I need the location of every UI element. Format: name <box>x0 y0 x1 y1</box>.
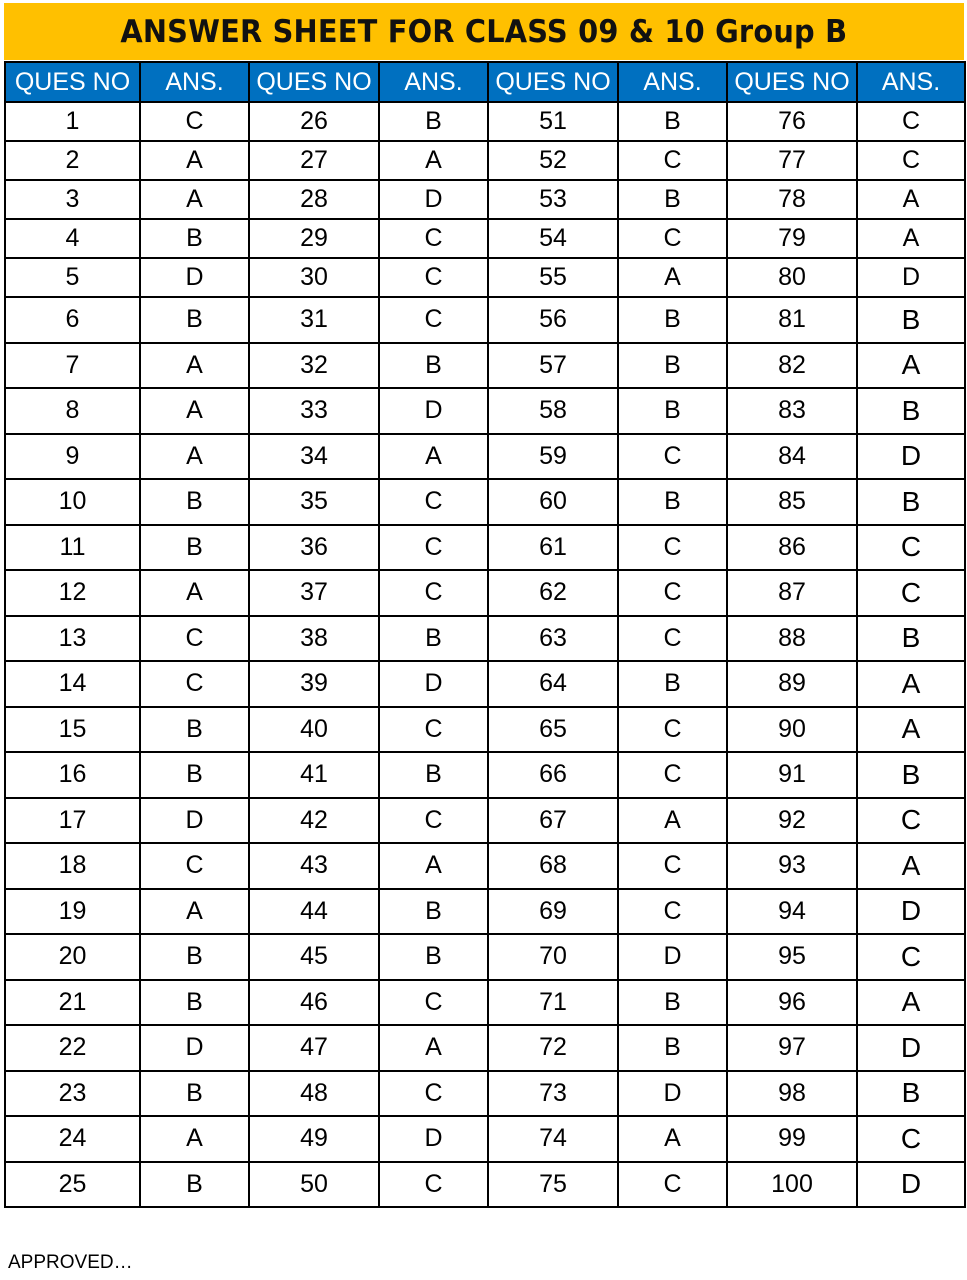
answer-cell: C <box>140 616 249 662</box>
header-row <box>5 62 965 102</box>
question-number-cell: 11 <box>5 525 140 571</box>
answer-cell: C <box>379 479 488 525</box>
question-number-cell: 27 <box>249 141 379 180</box>
question-number-cell: 4 <box>5 219 140 258</box>
answer-cell: C <box>857 570 965 616</box>
answer-cell: A <box>857 343 965 389</box>
answer-cell: B <box>618 1025 727 1071</box>
question-number-cell: 12 <box>5 570 140 616</box>
question-number-cell: 69 <box>488 889 618 935</box>
answer-cell: C <box>140 843 249 889</box>
answer-cell: B <box>379 889 488 935</box>
question-number-cell: 61 <box>488 525 618 571</box>
table-row <box>5 388 965 434</box>
question-number-cell: 76 <box>727 102 857 141</box>
question-number-cell: 9 <box>5 434 140 480</box>
answer-cell: A <box>618 1116 727 1162</box>
answer-cell: D <box>857 434 965 480</box>
table-row <box>5 1162 965 1208</box>
question-number-cell: 24 <box>5 1116 140 1162</box>
question-number-cell: 56 <box>488 297 618 343</box>
column-header-ans: ANS. <box>140 62 249 102</box>
answer-cell: C <box>618 707 727 753</box>
question-number-cell: 59 <box>488 434 618 480</box>
question-number-cell: 70 <box>488 934 618 980</box>
question-number-cell: 75 <box>488 1162 618 1208</box>
answer-cell: C <box>857 102 965 141</box>
answer-cell: C <box>857 934 965 980</box>
question-number-cell: 97 <box>727 1025 857 1071</box>
question-number-cell: 28 <box>249 180 379 219</box>
table-row <box>5 1025 965 1071</box>
answer-cell: B <box>857 297 965 343</box>
answer-cell: D <box>140 258 249 297</box>
question-number-cell: 84 <box>727 434 857 480</box>
question-number-cell: 1 <box>5 102 140 141</box>
question-number-cell: 5 <box>5 258 140 297</box>
answer-cell: C <box>379 1071 488 1117</box>
question-number-cell: 23 <box>5 1071 140 1117</box>
answer-cell: B <box>379 616 488 662</box>
answer-cell: C <box>140 102 249 141</box>
table-row <box>5 479 965 525</box>
question-number-cell: 73 <box>488 1071 618 1117</box>
page-title: ANSWER SHEET FOR CLASS 09 & 10 Group B <box>120 13 848 50</box>
table-row <box>5 934 965 980</box>
answer-cell: C <box>618 141 727 180</box>
question-number-cell: 14 <box>5 661 140 707</box>
question-number-cell: 30 <box>249 258 379 297</box>
table-row <box>5 570 965 616</box>
answer-cell: B <box>140 934 249 980</box>
answer-cell: D <box>857 1162 965 1208</box>
answer-cell: C <box>379 297 488 343</box>
question-number-cell: 17 <box>5 798 140 844</box>
question-number-cell: 74 <box>488 1116 618 1162</box>
question-number-cell: 22 <box>5 1025 140 1071</box>
question-number-cell: 40 <box>249 707 379 753</box>
question-number-cell: 62 <box>488 570 618 616</box>
answer-cell: D <box>857 1025 965 1071</box>
answer-cell: B <box>140 1162 249 1208</box>
answer-cell: D <box>857 258 965 297</box>
answer-cell: C <box>618 889 727 935</box>
question-number-cell: 3 <box>5 180 140 219</box>
answer-cell: B <box>379 102 488 141</box>
question-number-cell: 44 <box>249 889 379 935</box>
question-number-cell: 35 <box>249 479 379 525</box>
answer-cell: A <box>140 1116 249 1162</box>
table-row <box>5 297 965 343</box>
answer-cell: B <box>618 180 727 219</box>
question-number-cell: 95 <box>727 934 857 980</box>
answer-cell: D <box>379 180 488 219</box>
answer-cell: B <box>857 388 965 434</box>
answer-cell: B <box>618 343 727 389</box>
column-header-ques-no: QUES NO <box>249 62 379 102</box>
question-number-cell: 87 <box>727 570 857 616</box>
question-number-cell: 93 <box>727 843 857 889</box>
question-number-cell: 94 <box>727 889 857 935</box>
answer-cell: A <box>857 661 965 707</box>
question-number-cell: 8 <box>5 388 140 434</box>
table-row <box>5 258 965 297</box>
question-number-cell: 47 <box>249 1025 379 1071</box>
title-bar <box>4 3 964 60</box>
answer-cell: B <box>140 479 249 525</box>
question-number-cell: 18 <box>5 843 140 889</box>
question-number-cell: 29 <box>249 219 379 258</box>
question-number-cell: 60 <box>488 479 618 525</box>
answer-cell: C <box>379 258 488 297</box>
question-number-cell: 32 <box>249 343 379 389</box>
answer-cell: C <box>618 843 727 889</box>
column-header-ques-no: QUES NO <box>5 62 140 102</box>
answer-cell: C <box>857 525 965 571</box>
answer-cell: C <box>618 434 727 480</box>
question-number-cell: 99 <box>727 1116 857 1162</box>
table-row <box>5 661 965 707</box>
question-number-cell: 34 <box>249 434 379 480</box>
answer-cell: B <box>379 752 488 798</box>
table-row <box>5 219 965 258</box>
question-number-cell: 45 <box>249 934 379 980</box>
answer-cell: D <box>857 889 965 935</box>
table-row <box>5 616 965 662</box>
answer-cell: C <box>379 798 488 844</box>
question-number-cell: 83 <box>727 388 857 434</box>
question-number-cell: 25 <box>5 1162 140 1208</box>
question-number-cell: 48 <box>249 1071 379 1117</box>
column-header-ans: ANS. <box>857 62 965 102</box>
table-row <box>5 752 965 798</box>
answer-cell: B <box>857 752 965 798</box>
question-number-cell: 71 <box>488 980 618 1026</box>
question-number-cell: 53 <box>488 180 618 219</box>
answer-cell: B <box>140 297 249 343</box>
question-number-cell: 92 <box>727 798 857 844</box>
question-number-cell: 19 <box>5 889 140 935</box>
answer-cell: A <box>379 843 488 889</box>
answer-cell: B <box>857 616 965 662</box>
question-number-cell: 65 <box>488 707 618 753</box>
question-number-cell: 21 <box>5 980 140 1026</box>
answer-cell: C <box>618 525 727 571</box>
question-number-cell: 36 <box>249 525 379 571</box>
answer-cell: B <box>379 343 488 389</box>
column-header-ans: ANS. <box>618 62 727 102</box>
question-number-cell: 90 <box>727 707 857 753</box>
question-number-cell: 96 <box>727 980 857 1026</box>
answer-cell: A <box>857 843 965 889</box>
answer-cell: A <box>618 798 727 844</box>
answer-cell: A <box>618 258 727 297</box>
question-number-cell: 68 <box>488 843 618 889</box>
answer-cell: A <box>379 141 488 180</box>
answer-cell: A <box>140 570 249 616</box>
question-number-cell: 6 <box>5 297 140 343</box>
answer-cell: B <box>140 707 249 753</box>
question-number-cell: 2 <box>5 141 140 180</box>
question-number-cell: 88 <box>727 616 857 662</box>
question-number-cell: 31 <box>249 297 379 343</box>
question-number-cell: 77 <box>727 141 857 180</box>
answer-cell: A <box>379 434 488 480</box>
answer-cell: C <box>379 570 488 616</box>
table-row <box>5 707 965 753</box>
question-number-cell: 52 <box>488 141 618 180</box>
answer-cell: A <box>140 141 249 180</box>
answer-cell: C <box>618 1162 727 1208</box>
question-number-cell: 54 <box>488 219 618 258</box>
question-number-cell: 80 <box>727 258 857 297</box>
question-number-cell: 91 <box>727 752 857 798</box>
question-number-cell: 26 <box>249 102 379 141</box>
answer-cell: B <box>379 934 488 980</box>
question-number-cell: 63 <box>488 616 618 662</box>
answer-cell: B <box>618 388 727 434</box>
answer-cell: B <box>857 479 965 525</box>
question-number-cell: 39 <box>249 661 379 707</box>
answer-cell: D <box>379 661 488 707</box>
table-row <box>5 180 965 219</box>
question-number-cell: 20 <box>5 934 140 980</box>
answer-cell: A <box>857 707 965 753</box>
answer-cell: B <box>140 525 249 571</box>
table-row <box>5 889 965 935</box>
answer-cell: D <box>140 1025 249 1071</box>
answer-cell: C <box>857 141 965 180</box>
answer-cell: A <box>140 889 249 935</box>
answer-cell: C <box>618 616 727 662</box>
answer-cell: C <box>618 752 727 798</box>
approved-note: APPROVED… <box>8 1252 133 1273</box>
table-row <box>5 843 965 889</box>
answer-table <box>4 61 966 1208</box>
answer-cell: C <box>857 798 965 844</box>
answer-cell: A <box>857 980 965 1026</box>
question-number-cell: 16 <box>5 752 140 798</box>
question-number-cell: 100 <box>727 1162 857 1208</box>
table-row <box>5 1071 965 1117</box>
answer-cell: B <box>618 102 727 141</box>
question-number-cell: 58 <box>488 388 618 434</box>
table-row <box>5 1116 965 1162</box>
answer-cell: A <box>140 388 249 434</box>
question-number-cell: 98 <box>727 1071 857 1117</box>
answer-cell: B <box>618 297 727 343</box>
answer-cell: A <box>857 219 965 258</box>
answer-cell: B <box>618 479 727 525</box>
answer-cell: D <box>140 798 249 844</box>
question-number-cell: 81 <box>727 297 857 343</box>
question-number-cell: 66 <box>488 752 618 798</box>
table-row <box>5 525 965 571</box>
question-number-cell: 13 <box>5 616 140 662</box>
question-number-cell: 37 <box>249 570 379 616</box>
question-number-cell: 57 <box>488 343 618 389</box>
answer-cell: C <box>379 707 488 753</box>
table-row <box>5 141 965 180</box>
question-number-cell: 85 <box>727 479 857 525</box>
question-number-cell: 42 <box>249 798 379 844</box>
answer-cell: C <box>379 1162 488 1208</box>
answer-cell: C <box>140 661 249 707</box>
answer-cell: B <box>140 752 249 798</box>
answer-cell: D <box>618 934 727 980</box>
table-row <box>5 434 965 480</box>
question-number-cell: 46 <box>249 980 379 1026</box>
question-number-cell: 38 <box>249 616 379 662</box>
table-row <box>5 980 965 1026</box>
answer-cell: D <box>618 1071 727 1117</box>
answer-cell: C <box>379 525 488 571</box>
question-number-cell: 89 <box>727 661 857 707</box>
answer-cell: B <box>140 980 249 1026</box>
question-number-cell: 50 <box>249 1162 379 1208</box>
answer-cell: C <box>857 1116 965 1162</box>
table-row <box>5 102 965 141</box>
answer-cell: A <box>857 180 965 219</box>
answer-cell: A <box>379 1025 488 1071</box>
question-number-cell: 41 <box>249 752 379 798</box>
question-number-cell: 86 <box>727 525 857 571</box>
answer-cell: D <box>379 1116 488 1162</box>
question-number-cell: 10 <box>5 479 140 525</box>
answer-cell: C <box>618 219 727 258</box>
question-number-cell: 7 <box>5 343 140 389</box>
question-number-cell: 72 <box>488 1025 618 1071</box>
question-number-cell: 33 <box>249 388 379 434</box>
answer-cell: C <box>379 219 488 258</box>
answer-cell: B <box>618 980 727 1026</box>
question-number-cell: 78 <box>727 180 857 219</box>
answer-cell: A <box>140 180 249 219</box>
question-number-cell: 82 <box>727 343 857 389</box>
answer-cell: C <box>618 570 727 616</box>
question-number-cell: 51 <box>488 102 618 141</box>
question-number-cell: 67 <box>488 798 618 844</box>
answer-cell: B <box>857 1071 965 1117</box>
column-header-ques-no: QUES NO <box>727 62 857 102</box>
answer-cell: A <box>140 343 249 389</box>
answer-cell: D <box>379 388 488 434</box>
question-number-cell: 49 <box>249 1116 379 1162</box>
answer-cell: B <box>140 219 249 258</box>
question-number-cell: 43 <box>249 843 379 889</box>
answer-cell: C <box>379 980 488 1026</box>
table-row <box>5 798 965 844</box>
question-number-cell: 55 <box>488 258 618 297</box>
answer-cell: B <box>140 1071 249 1117</box>
answer-cell: A <box>140 434 249 480</box>
question-number-cell: 64 <box>488 661 618 707</box>
question-number-cell: 79 <box>727 219 857 258</box>
column-header-ans: ANS. <box>379 62 488 102</box>
answer-cell: B <box>618 661 727 707</box>
column-header-ques-no: QUES NO <box>488 62 618 102</box>
question-number-cell: 15 <box>5 707 140 753</box>
table-row <box>5 343 965 389</box>
